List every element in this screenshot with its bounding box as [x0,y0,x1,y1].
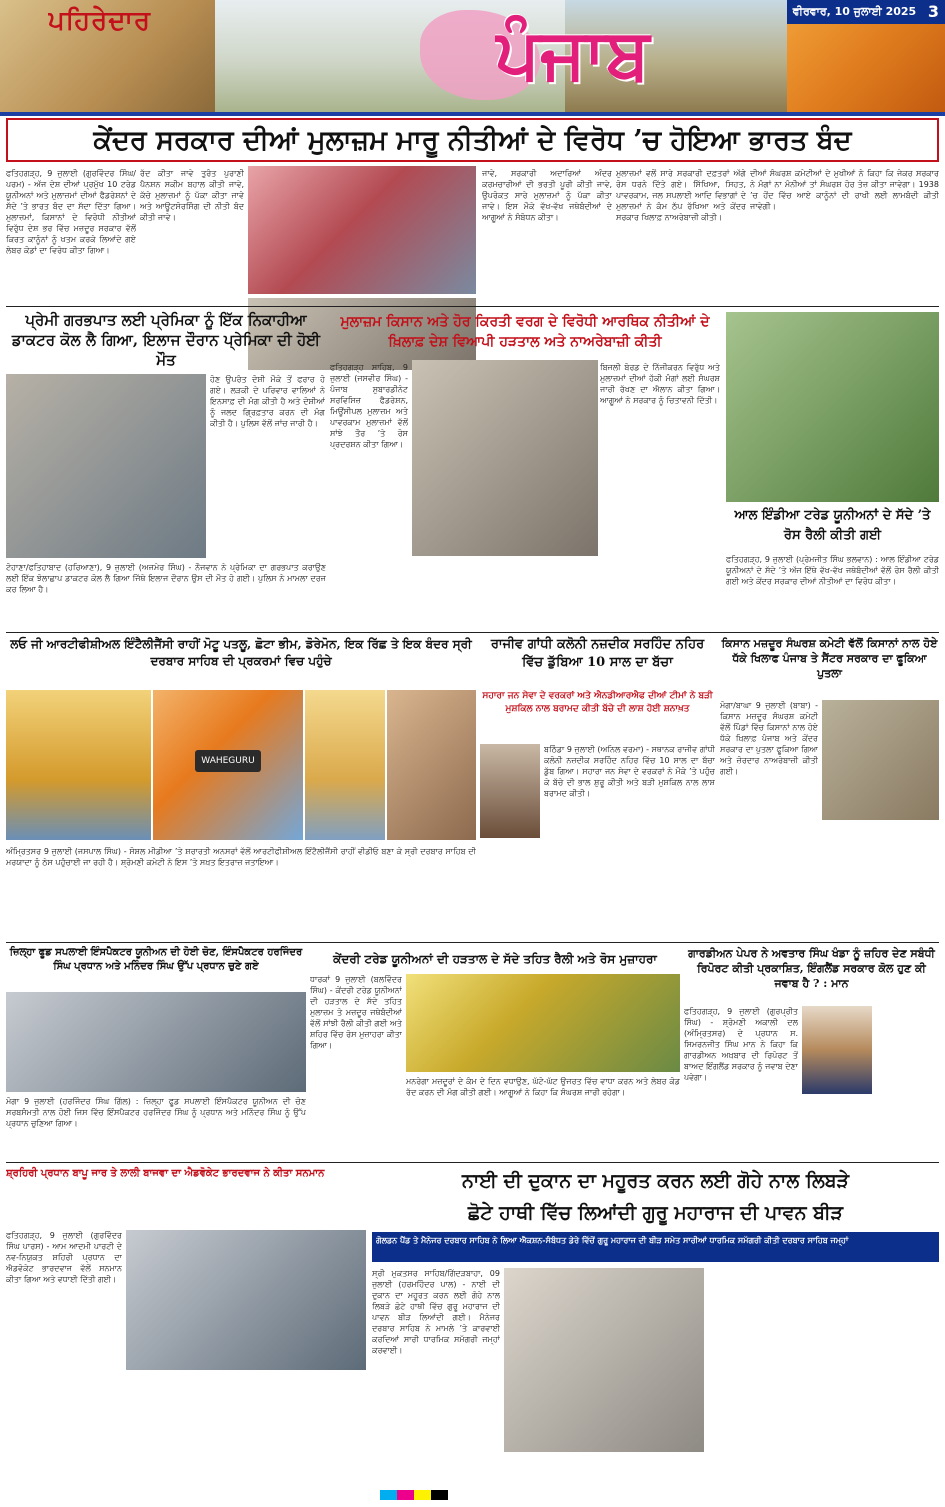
story3-headline: ਮੁਲਾਜ਼ਮ ਕਿਸਾਨ ਅਤੇ ਹੋਰ ਕਿਰਤੀ ਵਰਗ ਦੇ ਵਿਰੋਧੀ ਆਰਥਿਕ ਨੀਤੀਆਂ ਦੇ ਖ਼ਿਲਾਫ਼ ਦੇਸ਼ ਵਿਆਪੀ ਹੜਤਾਲ ਅਤੇ ਨਾਅਰੇਬਾਜ਼ੀ ਕੀਤੀ [340,314,710,350]
section-rule [6,632,939,633]
section-rule [6,306,939,307]
story9-body-col1: ਧਾਰਕਾਂ 9 ਜੁਲਾਈ (ਬਲਵਿੰਦਰ ਸਿੰਘ) - ਕੇਂਦਰੀ ਟਰੇਡ ਯੂਨੀਅਨਾਂ ਦੀ ਹੜਤਾਲ ਦੇ ਸੱਦੇ ਤਹਿਤ ਮੁਲਾਜ਼ਮ ਤੇ ਮਜ਼ਦੂਰ ਜਥੇਬੰਦੀਆਂ ਵੱਲੋਂ ਸਾਂਝੀ ਰੈਲੀ ਕੀਤੀ ਗਈ ਅਤੇ ਸ਼ਹਿਰ ਵਿੱਚ ਰੋਸ ਮੁਜ਼ਾਹਰਾ ਕੀਤਾ ਗਿਆ। [310,975,402,1050]
story2-photo-police [6,374,206,558]
lead-body-col5: ਦੀਆਂ ਸੰਘਰਸ਼ ਕਮੇਟੀਆਂ ਦੇ ਮੁਖੀਆਂ ਨੇ ਕਿਹਾ ਕਿ ਜੇਕਰ ਸਰਕਾਰ ਨੇ ਮੰਗਾਂ ਨਾ ਮੰਨੀਆਂ ਤਾਂ ਸੰਘਰਸ਼ ਹੋਰ ਤੇਜ਼ ਕੀਤਾ ਜਾਵੇਗਾ। 1938 ’ਚ ਹੋਂਦ ਵਿੱਚ ਆਏ ਕਾਨੂੰਨਾਂ ਦੀ ਰਾਖੀ ਲਈ ਲਾਮਬੰਦੀ ਕੀਤੀ ਜਾਵੇਗੀ। [750,169,939,211]
story4-photo-rally [726,312,939,502]
masthead-divider [0,112,945,116]
story2-body-col2: ਹੋਣ ਉਪਰੰਤ ਦੋਸ਼ੀ ਮੌਕੇ ਤੋਂ ਫਰਾਰ ਹੋ ਗਏ। ਲੜਕੀ ਦੇ ਪਰਿਵਾਰ ਵਾਲਿਆਂ ਨੇ ਇਨਸਾਫ਼ ਦੀ ਮੰਗ ਕੀਤੀ ਹੈ ਅਤੇ ਦੋਸ਼ੀਆਂ ਨੂੰ ਜਲਦ ਗ੍ਰਿਫ਼ਤਾਰ ਕਰਨ ਦੀ ਮੰਗ ਕੀਤੀ ਹੈ। ਪੁਲਿਸ ਵੱਲੋਂ ਜਾਂਚ ਜਾਰੀ ਹੈ। [210,375,325,428]
story10-body: ਫਤਿਹਗੜ੍ਹ, 9 ਜੁਲਾਈ (ਗੁਰਪ੍ਰੀਤ ਸਿੰਘ) - ਸ਼੍ਰੋਮਣੀ ਅਕਾਲੀ ਦਲ (ਅੰਮ੍ਰਿਤਸਰ) ਦੇ ਪ੍ਰਧਾਨ ਸ. ਸਿਮਰਨਜੀਤ ਸਿੰਘ ਮਾਨ ਨੇ ਕਿਹਾ ਕਿ ਗਾਰਡੀਅਨ ਅਖ਼ਬਾਰ ਦੀ ਰਿਪੋਰਟ ਤੋਂ ਬਾਅਦ ਇੰਗਲੈਂਡ ਸਰਕਾਰ ਨੂੰ ਜਵਾਬ ਦੇਣਾ ਪਵੇਗਾ। [684,1007,798,1082]
story9-headline: ਕੇਂਦਰੀ ਟਰੇਡ ਯੂਨੀਅਨਾਂ ਦੀ ਹੜਤਾਲ ਦੇ ਸੱਦੇ ਤਹਿਤ ਰੈਲੀ ਅਤੇ ਰੋਸ ਮੁਜ਼ਾਹਰਾ [333,952,657,966]
story7-headline: ਕਿਸਾਨ ਮਜ਼ਦੂਰ ਸੰਘਰਸ਼ ਕਮੇਟੀ ਵੱਲੋਂ ਕਿਸਾਨਾਂ ਨਾਲ ਹੋਏ ਧੱਕੇ ਖਿਲਾਫ ਪੰਜਾਬ ਤੇ ਸੈਂਟਰ ਸਰਕਾਰ ਦਾ ਫੂਕਿਆ ਪੁਤਲਾ [721,637,938,680]
story4-body: ਫਤਿਹਗੜ੍ਹ, 9 ਜੁਲਾਈ (ਪ੍ਰੇਮਜੀਤ ਸਿੰਘ ਭਲਵਾਨ) : ਆਲ ਇੰਡੀਆ ਟਰੇਡ ਯੂਨੀਅਨਾਂ ਦੇ ਸੱਦੇ ’ਤੇ ਅੱਜ ਇੱਥੇ ਵੱਖ-ਵੱਖ ਜਥੇਬੰਦੀਆਂ ਵੱਲੋਂ ਰੋਸ ਰੈਲੀ ਕੀਤੀ ਗਈ ਅਤੇ ਕੇਂਦਰ ਸਰਕਾਰ ਦੀਆਂ ਨੀਤੀਆਂ ਦਾ ਵਿਰੋਧ ਕੀਤਾ। [726,555,939,586]
story12-photo-man [504,1268,704,1452]
story5-photo-temple [6,690,151,840]
story10-headline: ਗਾਰਡੀਅਨ ਪੇਪਰ ਨੇ ਅਵਤਾਰ ਸਿੰਘ ਖੰਡਾ ਨੂੰ ਜ਼ਹਿਰ ਦੇਣ ਸਬੰਧੀ ਰਿਪੋਰਟ ਕੀਤੀ ਪ੍ਰਕਾਸ਼ਿਤ, ਇੰਗਲੈਂਡ ਸਰਕਾਰ ਕੋਲ ਹੁਣ ਕੀ ਜਵਾਬ ਹੈ ? : ਮਾਨ [688,947,935,990]
story5-photo-cartoon [153,690,303,840]
story3-body-col2: ਬਿਜਲੀ ਬੋਰਡ ਦੇ ਨਿੱਜੀਕਰਨ ਵਿਰੁੱਧ ਅਤੇ ਮੁਲਾਜ਼ਮਾਂ ਦੀਆਂ ਹੱਕੀ ਮੰਗਾਂ ਲਈ ਸੰਘਰਸ਼ ਜਾਰੀ ਰੱਖਣ ਦਾ ਐਲਾਨ ਕੀਤਾ ਗਿਆ। ਆਗੂਆਂ ਨੇ ਸਰਕਾਰ ਨੂੰ ਚਿਤਾਵਨੀ ਦਿੱਤੀ। [600,363,720,405]
story9-body-col2: ਮਨਰੇਗਾ ਮਜ਼ਦੂਰਾਂ ਦੇ ਕੰਮ ਦੇ ਦਿਨ ਵਧਾਉਣ, ਘੱਟੋ-ਘੱਟ ਉਜਰਤ ਵਿੱਚ ਵਾਧਾ ਕਰਨ ਅਤੇ ਲੇਬਰ ਕੋਡ ਰੱਦ ਕਰਨ ਦੀ ਮੰਗ ਕੀਤੀ ਗਈ। ਆਗੂਆਂ ਨੇ ਕਿਹਾ ਕਿ ਸੰਘਰਸ਼ ਜਾਰੀ ਰਹੇਗਾ। [406,1077,680,1097]
story7-body: ਮੋਗਾ/ਬਾਘਾ 9 ਜੁਲਾਈ (ਬਾਬਾ) - ਕਿਸਾਨ ਮਜ਼ਦੂਰ ਸੰਘਰਸ਼ ਕਮੇਟੀ ਵੱਲੋਂ ਪਿੰਡਾਂ ਵਿੱਚ ਕਿਸਾਨਾਂ ਨਾਲ ਹੋਏ ਧੱਕੇ ਖ਼ਿਲਾਫ਼ ਪੰਜਾਬ ਅਤੇ ਕੇਂਦਰ ਸਰਕਾਰ ਦਾ ਪੁਤਲਾ ਫੂਕਿਆ ਗਿਆ ਅਤੇ ਜ਼ੋਰਦਾਰ ਨਾਅਰੇਬਾਜ਼ੀ ਕੀਤੀ ਗਈ। [720,701,818,776]
section-title: ਪੰਜਾਬ [495,12,650,95]
story4-headline: ਆਲ ਇੰਡੀਆ ਟਰੇਡ ਯੂਨੀਅਨਾਂ ਦੇ ਸੱਦੇ ’ਤੇ ਰੋਸ ਰੈਲੀ ਕੀਤੀ ਗਈ [734,508,931,543]
story12-headline-1: ਨਾਈ ਦੀ ਦੁਕਾਨ ਦਾ ਮਹੂਰਤ ਕਰਨ ਲਈ ਗੋਹੇ ਨਾਲ ਲਿਬੜੇ [461,1170,850,1192]
story5-body: ਅੰਮ੍ਰਿਤਸਰ 9 ਜੁਲਾਈ (ਜਸਪਾਲ ਸਿੰਘ) - ਸੋਸ਼ਲ ਮੀਡੀਆ ’ਤੇ ਸ਼ਰਾਰਤੀ ਅਨਸਰਾਂ ਵੱਲੋਂ ਆਰਟੀਫੀਸ਼ੀਅਲ ਇੰਟੈਲੀਜੈਂਸੀ ਰਾਹੀਂ ਵੀਡੀਓ ਬਣਾ ਕੇ ਸ੍ਰੀ ਦਰਬਾਰ ਸਾਹਿਬ ਦੀ ਮਰਯਾਦਾ ਨੂੰ ਠੇਸ ਪਹੁੰਚਾਈ ਜਾ ਰਹੀ ਹੈ। ਸ਼੍ਰੋਮਣੀ ਕਮੇਟੀ ਨੇ ਇਸ ’ਤੇ ਸਖ਼ਤ ਇਤਰਾਜ਼ ਜਤਾਇਆ। [6,847,476,867]
story5-photo-temple2 [305,690,385,840]
story6-headline: ਰਾਜੀਵ ਗਾਂਧੀ ਕਲੋਨੀ ਨਜ਼ਦੀਕ ਸਰਹਿੰਦ ਨਹਿਰ ਵਿੱਚ ਡੁੱਬਿਆ 10 ਸਾਲ ਦਾ ਬੱਚਾ [490,637,705,670]
section-rule [6,1162,939,1163]
section-rule [6,942,939,943]
story8-headline: ਜ਼ਿਲ੍ਹਾ ਫੂਡ ਸਪਲਾਈ ਇੰਸਪੈਕਟਰ ਯੂਨੀਅਨ ਦੀ ਹੋਈ ਚੋਣ, ਇੰਸਪੈਕਟਰ ਹਰਜਿੰਦਰ ਸਿੰਘ ਪ੍ਰਧਾਨ ਅਤੇ ਮਨਿੰਦਰ ਸਿੰਘ ਉੱਪ ਪ੍ਰਧਾਨ ਚੁਣੇ ਗਏ [9,947,303,972]
masthead [0,0,945,112]
lead-photo-protest [248,166,476,294]
story12-strap: ਗੋਲਡਨ ਪੈਂਡ ਤੇ ਮੈਨੇਜਰ ਦਰਬਾਰ ਸਾਹਿਬ ਨੇ ਲਿਆ ਐਕਸ਼ਨ-ਸੰਬੰਧਤ ਡੇਰੇ ਵਿੱਚੋਂ ਗੁਰੂ ਮਹਾਰਾਜ ਦੀ ਬੀੜ ਸਮੇਤ ਸਾਰੀਆਂ ਧਾਰਮਿਕ ਸਮੱਗਰੀ ਕੀਤੀ ਦਰਬਾਰ ਸਾਹਿਬ ਜਮ੍ਹਾਂ [376,1236,849,1245]
story3-photo-protest [412,360,598,556]
lead-headline-box [6,118,939,162]
story6-photo-boy [480,744,540,838]
newspaper-brand: ਪਹਿਰੇਦਾਰ [48,6,151,36]
lead-headline: ਕੇਂਦਰ ਸਰਕਾਰ ਦੀਆਂ ਮੁਲਾਜ਼ਮ ਮਾਰੂ ਨੀਤੀਆਂ ਦੇ ਵਿਰੋਧ ’ਚ ਹੋਇਆ ਭਾਰਤ ਬੰਦ [93,125,852,156]
story11-headline: ਸ਼੍ਰਹਿਰੀ ਪ੍ਰਧਾਨ ਬਾਪੂ ਜਾਰ ਤੇ ਲਾਲੀ ਬਾਜਵਾ ਦਾ ਐਡਵੋਕੇਟ ਭਾਰਦਵਾਜ ਨੇ ਕੀਤਾ ਸਨਮਾਨ [6,1168,325,1179]
story9-photo-rally [406,974,680,1072]
cartoon-label: WAHEGURU [195,750,261,772]
issue-date: ਵੀਰਵਾਰ, 10 ਜੁਲਾਈ 2025 [787,0,922,24]
story12-body: ਸ੍ਰੀ ਮੁਕਤਸਰ ਸਾਹਿਬ/ਗਿੱਦੜਬਾਹਾ, 09 ਜੁਲਾਈ (ਹਰਮਹਿੰਦਰ ਪਾਲ) - ਨਾਈ ਦੀ ਦੁਕਾਨ ਦਾ ਮਹੂਰਤ ਕਰਨ ਲਈ ਗੋਹੇ ਨਾਲ ਲਿਬੜੇ ਛੋਟੇ ਹਾਥੀ ਵਿੱਚ ਗੁਰੂ ਮਹਾਰਾਜ ਦੀ ਪਾਵਨ ਬੀੜ ਲਿਆਂਦੀ ਗਈ। ਮੈਨੇਜਰ ਦਰਬਾਰ ਸਾਹਿਬ ਨੇ ਮਾਮਲੇ ’ਤੇ ਕਾਰਵਾਈ ਕਰਦਿਆਂ ਸਾਰੀ ਧਾਰਮਿਕ ਸਮੱਗਰੀ ਜਮ੍ਹਾਂ ਕਰਵਾਈ। [372,1269,500,1355]
story12-strap-bar [372,1232,939,1262]
story10-photo-portrait [802,1006,872,1094]
story6-subhead: ਸਹਾਰਾ ਜਨ ਸੇਵਾ ਦੇ ਵਰਕਰਾਂ ਅਤੇ ਐਨਡੀਆਰਐਫ ਦੀਆਂ ਟੀਮਾਂ ਨੇ ਬੜੀ ਮੁਸ਼ਕਿਲ ਨਾਲ ਬਰਾਮਦ ਕੀਤੀ ਬੱਚੇ ਦੀ ਲਾਸ਼ ਹੋਈ ਸ਼ਨਾਖ਼ਤ [482,691,713,714]
story7-photo-effigy [822,700,939,820]
lead-body-col3: ਜਾਵੇ, ਸਰਕਾਰੀ ਅਦਾਰਿਆਂ ਅੰਦਰ ਕਰਮਚਾਰੀਆਂ ਦੀ ਭਰਤੀ ਪੂਰੀ ਕੀਤੀ ਜਾਵੇ, ਉਪਰੋਕਤ ਸਾਰੇ ਮੁਲਾਜ਼ਮਾਂ ਨੂੰ ਪੱਕਾ ਕੀਤਾ ਜਾਵੇ। ਇਸ ਮੌਕੇ ਵੱਖ-ਵੱਖ ਜਥੇਬੰਦੀਆਂ ਦੇ ਆਗੂਆਂ ਨੇ ਸੰਬੋਧਨ ਕੀਤਾ। [482,169,612,222]
story11-photo-group [126,1230,366,1370]
lead-body-col1: ਫਤਿਹਗੜ੍ਹ, 9 ਜੁਲਾਈ (ਗੁਰਵਿੰਦਰ ਸਿੰਘ/ਪਰਮ) - ਅੱਜ ਦੇਸ਼ ਦੀਆਂ ਪ੍ਰਮੁੱਖ 10 ਟਰੇਡ ਯੂਨੀਅਨਾਂ ਅਤੇ ਮੁਲਾਜ਼ਮਾਂ ਦੀਆਂ ਫੈਡਰੇਸ਼ਨਾਂ ਦੇ ਸੱਦੇ ’ਤੇ ਭਾਰਤ ਬੰਦ ਦਾ ਸੱਦਾ ਦਿੱਤਾ ਗਿਆ। ਮੁਲਾਜ਼ਮਾਂ, ਕਿਸਾਨਾਂ ਦੇ ਵਿਰੋਧੀ ਨੀਤੀਆਂ ਵਿਰੁੱਧ ਦੇਸ਼ ਭਰ ਵਿੱਚ ਮਜ਼ਦੂਰ ਸਰਕਾਰ ਵੱਲੋਂ ਕਿਰਤ ਕਾਨੂੰਨਾਂ ਨੂੰ ਖਤਮ ਕਰਕੇ ਲਿਆਂਦੇ ਗਏ ਲੇਬਰ ਕੋਡਾਂ ਦਾ ਵਿਰੋਧ ਕੀਤਾ ਗਿਆ। [6,169,136,255]
story8-body: ਮੋਗਾ 9 ਜੁਲਾਈ (ਹਰਜਿੰਦਰ ਸਿੰਘ ਗਿੱਲ) : ਜ਼ਿਲ੍ਹਾ ਫੂਡ ਸਪਲਾਈ ਇੰਸਪੈਕਟਰ ਯੂਨੀਅਨ ਦੀ ਚੋਣ ਸਰਬਸੰਮਤੀ ਨਾਲ ਹੋਈ ਜਿਸ ਵਿੱਚ ਇੰਸਪੈਕਟਰ ਹਰਜਿੰਦਰ ਸਿੰਘ ਨੂੰ ਪ੍ਰਧਾਨ ਅਤੇ ਮਨਿੰਦਰ ਸਿੰਘ ਨੂੰ ਉੱਪ ਪ੍ਰਧਾਨ ਚੁਣਿਆ ਗਿਆ। [6,1097,306,1128]
story2-body-col1: ਟੋਹਾਣਾ/ਫਤਿਹਾਬਾਦ (ਹਰਿਆਣਾ), 9 ਜੁਲਾਈ (ਅਜਮੇਰ ਸਿੰਘ) - ਨੌਜਵਾਨ ਨੇ ਪ੍ਰੇਮਿਕਾ ਦਾ ਗਰਭਪਾਤ ਕਰਾਉਣ ਲਈ ਇੱਕ ਝੋਲਾਛਾਪ ਡਾਕਟਰ ਕੋਲ ਲੈ ਗਿਆ ਜਿੱਥੇ ਇਲਾਜ ਦੌਰਾਨ ਉਸ ਦੀ ਮੌਤ ਹੋ ਗਈ। ਪੁਲਿਸ ਨੇ ਮਾਮਲਾ ਦਰਜ ਕਰ ਲਿਆ ਹੈ। [6,563,326,594]
story5-headline: ਲਓ ਜੀ ਆਰਟੀਫੀਸ਼ੀਅਲ ਇੰਟੈਲੀਜੈਂਸੀ ਰਾਹੀਂ ਮੋਟੂ ਪਤਲੂ, ਛੋਟਾ ਭੀਮ, ਡੋਰੇਮੋਨ, ਇਕ ਰਿੱਛ ਤੇ ਇਕ ਬੰਦਰ ਸ੍ਰੀ ਦਰਬਾਰ ਸਾਹਿਬ ਦੀ ਪ੍ਰਕਰਮਾਂ ਵਿਚ ਪਹੁੰਚੇ [10,637,472,668]
page-number: 3 [922,0,945,24]
story11-body: ਫਤਿਹਗੜ੍ਹ, 9 ਜੁਲਾਈ (ਗੁਰਵਿੰਦਰ ਸਿੰਘ ਪਾਰਸ) - ਆਮ ਆਦਮੀ ਪਾਰਟੀ ਦੇ ਨਵ-ਨਿਯੁਕਤ ਸ਼ਹਿਰੀ ਪ੍ਰਧਾਨ ਦਾ ਐਡਵੋਕੇਟ ਭਾਰਦਵਾਜ ਵੱਲੋਂ ਸਨਮਾਨ ਕੀਤਾ ਗਿਆ ਅਤੇ ਵਧਾਈ ਦਿੱਤੀ ਗਈ। [6,1231,122,1284]
story5-photo-monkey [387,690,476,840]
story12-headline-2: ਛੋਟੇ ਹਾਥੀ ਵਿੱਚ ਲਿਆਂਦੀ ਗੁਰੂ ਮਹਾਰਾਜ ਦੀ ਪਾਵਨ ਬੀੜ [467,1202,844,1224]
story2-headline: ਪ੍ਰੇਮੀ ਗਰਭਪਾਤ ਲਈ ਪ੍ਰੇਮਿਕਾ ਨੂੰ ਇੱਕ ਨਿਕਾਹੀਆ ਡਾਕਟਰ ਕੋਲ ਲੈ ਗਿਆ, ਇਲਾਜ ਦੌਰਾਨ ਪ੍ਰੇਮਿਕਾ ਦੀ ਹੋਈ ਮੌਤ [11,311,321,369]
story8-photo-group [6,992,306,1092]
story3-body-col1: ਫਤਿਹਗੜ੍ਹ ਸਾਹਿਬ, 9 ਜੁਲਾਈ (ਜਸਵੀਰ ਸਿੰਘ) - ਪੰਜਾਬ ਸੁਬਾਰਡੀਨੇਟ ਸਰਵਿਸਿਜ਼ ਫੈਡਰੇਸ਼ਨ, ਮਿਊਂਸੀਪਲ ਮੁਲਾਜ਼ਮ ਅਤੇ ਪਾਵਰਕਾਮ ਮੁਲਾਜ਼ਮਾਂ ਵੱਲੋਂ ਸਾਂਝੇ ਤੌਰ ’ਤੇ ਰੋਸ ਪ੍ਰਦਰਸ਼ਨ ਕੀਤਾ ਗਿਆ। [330,363,408,449]
lead-body-col2: ਰੱਦ ਕੀਤਾ ਜਾਵੇ ਤੁਰੰਤ ਪੁਰਾਣੀ ਪੈਨਸ਼ਨ ਸਕੀਮ ਬਹਾਲ ਕੀਤੀ ਜਾਵੇ, ਕੱਚੇ ਮੁਲਾਜ਼ਮਾਂ ਨੂੰ ਪੱਕਾ ਕੀਤਾ ਜਾਵੇ ਅਤੇ ਆਊਟਸੋਰਸਿੰਗ ਦੀ ਨੀਤੀ ਬੰਦ ਕੀਤੀ ਜਾਵੇ। [140,169,244,222]
story6-body: ਬਠਿੰਡਾ 9 ਜੁਲਾਈ (ਅਨਿਲ ਵਰਮਾ) - ਸਥਾਨਕ ਰਾਜੀਵ ਗਾਂਧੀ ਕਲੋਨੀ ਨਜ਼ਦੀਕ ਸਰਹਿੰਦ ਨਹਿਰ ਵਿੱਚ 10 ਸਾਲ ਦਾ ਬੱਚਾ ਡੁੱਬ ਗਿਆ। ਸਹਾਰਾ ਜਨ ਸੇਵਾ ਦੇ ਵਰਕਰਾਂ ਨੇ ਮੌਕੇ ’ਤੇ ਪਹੁੰਚ ਕੇ ਬੱਚੇ ਦੀ ਭਾਲ ਸ਼ੁਰੂ ਕੀਤੀ ਅਤੇ ਬੜੀ ਮੁਸ਼ਕਿਲ ਨਾਲ ਲਾਸ਼ ਬਰਾਮਦ ਕੀਤੀ। [544,745,715,798]
color-registration-marks [380,1490,450,1500]
lead-body-col4: ਮੁਲਾਜ਼ਮਾਂ ਵਲੋਂ ਸਾਰੇ ਸਰਕਾਰੀ ਦਫ਼ਤਰਾਂ ਅੱਗੇ ਰੋਸ ਧਰਨੇ ਦਿੱਤੇ ਗਏ। ਸਿੱਖਿਆ, ਸਿਹਤ, ਪਾਵਰਕਾਮ, ਜਲ ਸਪਲਾਈ ਆਦਿ ਵਿਭਾਗਾਂ ਦੇ ਮੁਲਾਜ਼ਮਾਂ ਨੇ ਕੰਮ ਠੱਪ ਰੱਖਿਆ ਅਤੇ ਕੇਂਦਰ ਸਰਕਾਰ ਖਿਲਾਫ਼ ਨਾਅਰੇਬਾਜ਼ੀ ਕੀਤੀ। [616,169,746,222]
